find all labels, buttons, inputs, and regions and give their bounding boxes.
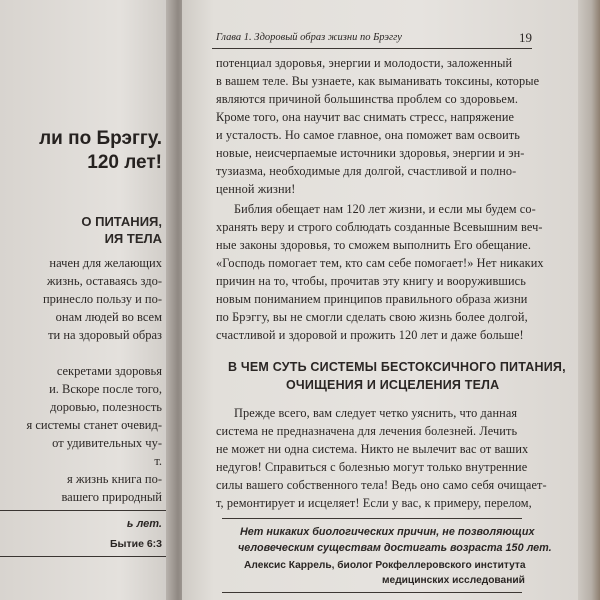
body-line: т, ремонтирует и исцеляет! Если у вас, к примеру, перелом, (216, 496, 532, 510)
body-line: Библия обещает нам 120 лет жизни, и если мы будем со- (234, 202, 536, 216)
left-page-content (0, 0, 162, 600)
body-line: по Брэггу, вы не смогли сделать свою жизнь более долгой, (216, 310, 528, 324)
page-edge (578, 0, 600, 600)
quote-line-2: человеческим существам достигать возраста 150 лет. (238, 542, 552, 554)
quote-attribution-line-1: Алексис Каррель, биолог Рокфеллеровского института (244, 560, 526, 571)
quote-line-1: Нет никаких биологических причин, не позволяющих (240, 526, 535, 538)
left-body-line: принесло пользу и по- (42, 292, 162, 306)
left-title-line-1: ли по Брэггу. (39, 128, 162, 149)
body-line: потенциал здоровья, энергии и молодости, заложенный (216, 56, 513, 70)
left-page (0, 0, 173, 600)
body-line: ные законы здоровья, то сможем выполнить Его обещание. (216, 238, 532, 252)
left-body-line: вашего природный (61, 490, 162, 504)
body-line: новые, неисчерпаемые источники здоровья, энергии и эн- (216, 146, 525, 160)
body-line: ценной жизни! (216, 182, 296, 196)
body-line: «Господь помогает тем, кто сам себе помогает!» Нет никаких (216, 256, 544, 270)
left-title-line-2: 120 лет! (87, 152, 162, 173)
body-line: система не предназначена для лечения болезней. Лечить (216, 424, 518, 438)
section-heading-line-1: В ЧЕМ СУТЬ СИСТЕМЫ БЕСТОКСИЧНОГО ПИТАНИЯ, (228, 360, 566, 374)
body-line: и усталость. Но самое главное, она поможет вам освоить (216, 128, 520, 142)
body-line: тузиазма, необходимые для долгой, счастливой и полно- (216, 164, 517, 178)
body-line: новым пониманием принципов правильного образа жизни (216, 292, 528, 306)
left-body-line: доровью, полезность (50, 400, 162, 414)
left-body-line: онам людей во всем (55, 310, 162, 324)
left-quote-reference: Бытие 6:3 (109, 538, 162, 550)
left-body-line: начен для желающих (49, 256, 162, 270)
left-body-line: секретами здоровья (56, 364, 162, 378)
left-body-line: от удивительных чу- (52, 436, 162, 450)
body-line: причин на то, чтобы, прочитав эту книгу и вооружившись (216, 274, 526, 288)
body-line: Кроме того, она научит вас снимать стресс, напряжение (216, 110, 515, 124)
body-line: Прежде всего, вам следует четко уяснить, что данная (234, 406, 518, 420)
section-heading-line-2: ОЧИЩЕНИЯ И ИСЦЕЛЕНИЯ ТЕЛА (286, 378, 500, 392)
running-head: Глава 1. Здоровый образ жизни по Брэггу (216, 32, 402, 43)
quote-rule-top (222, 518, 522, 519)
left-body-line: я жизнь книга по- (66, 472, 162, 486)
left-body-line: т. (154, 454, 162, 468)
body-line: в вашем теле. Вы узнаете, как выманивать токсины, которые (216, 74, 540, 88)
header-rule (212, 48, 532, 49)
right-page (182, 0, 578, 600)
body-line: не может ни одна система. Никто не вылечит вас от ваших (216, 442, 529, 456)
left-quote-fragment: ь лет. (126, 518, 162, 530)
left-quote-rule-top (0, 510, 166, 511)
left-body-line: жизнь, оставаясь здо- (46, 274, 162, 288)
body-line: силы вашего собственного тела! Ведь оно само себя очищает- (216, 478, 547, 492)
body-line: являются причиной большинства проблем со здоровьем. (216, 92, 519, 106)
body-line: хранять веру и строго соблюдать созданные Всевышним веч- (216, 220, 543, 234)
page-number: 19 (519, 30, 532, 45)
left-quote-rule-bottom (0, 556, 166, 557)
quote-attribution-line-2: медицинских исследований (382, 575, 525, 586)
left-subtitle-line-2: ИЯ ТЕЛА (104, 231, 162, 246)
body-line: счастливой и здоровой и прожить 120 лет и даже больше! (216, 328, 524, 342)
left-body-line: я системы станет очевид- (26, 418, 162, 432)
body-line: недугов! Справиться с болезнью могут только внутренние (216, 460, 528, 474)
quote-rule-bottom (222, 592, 522, 593)
left-body-line: и. Вскоре после того, (49, 382, 162, 396)
left-body-line: ти на здоровый образ (48, 328, 162, 342)
left-subtitle-line-1: О ПИТАНИЯ, (81, 214, 162, 229)
